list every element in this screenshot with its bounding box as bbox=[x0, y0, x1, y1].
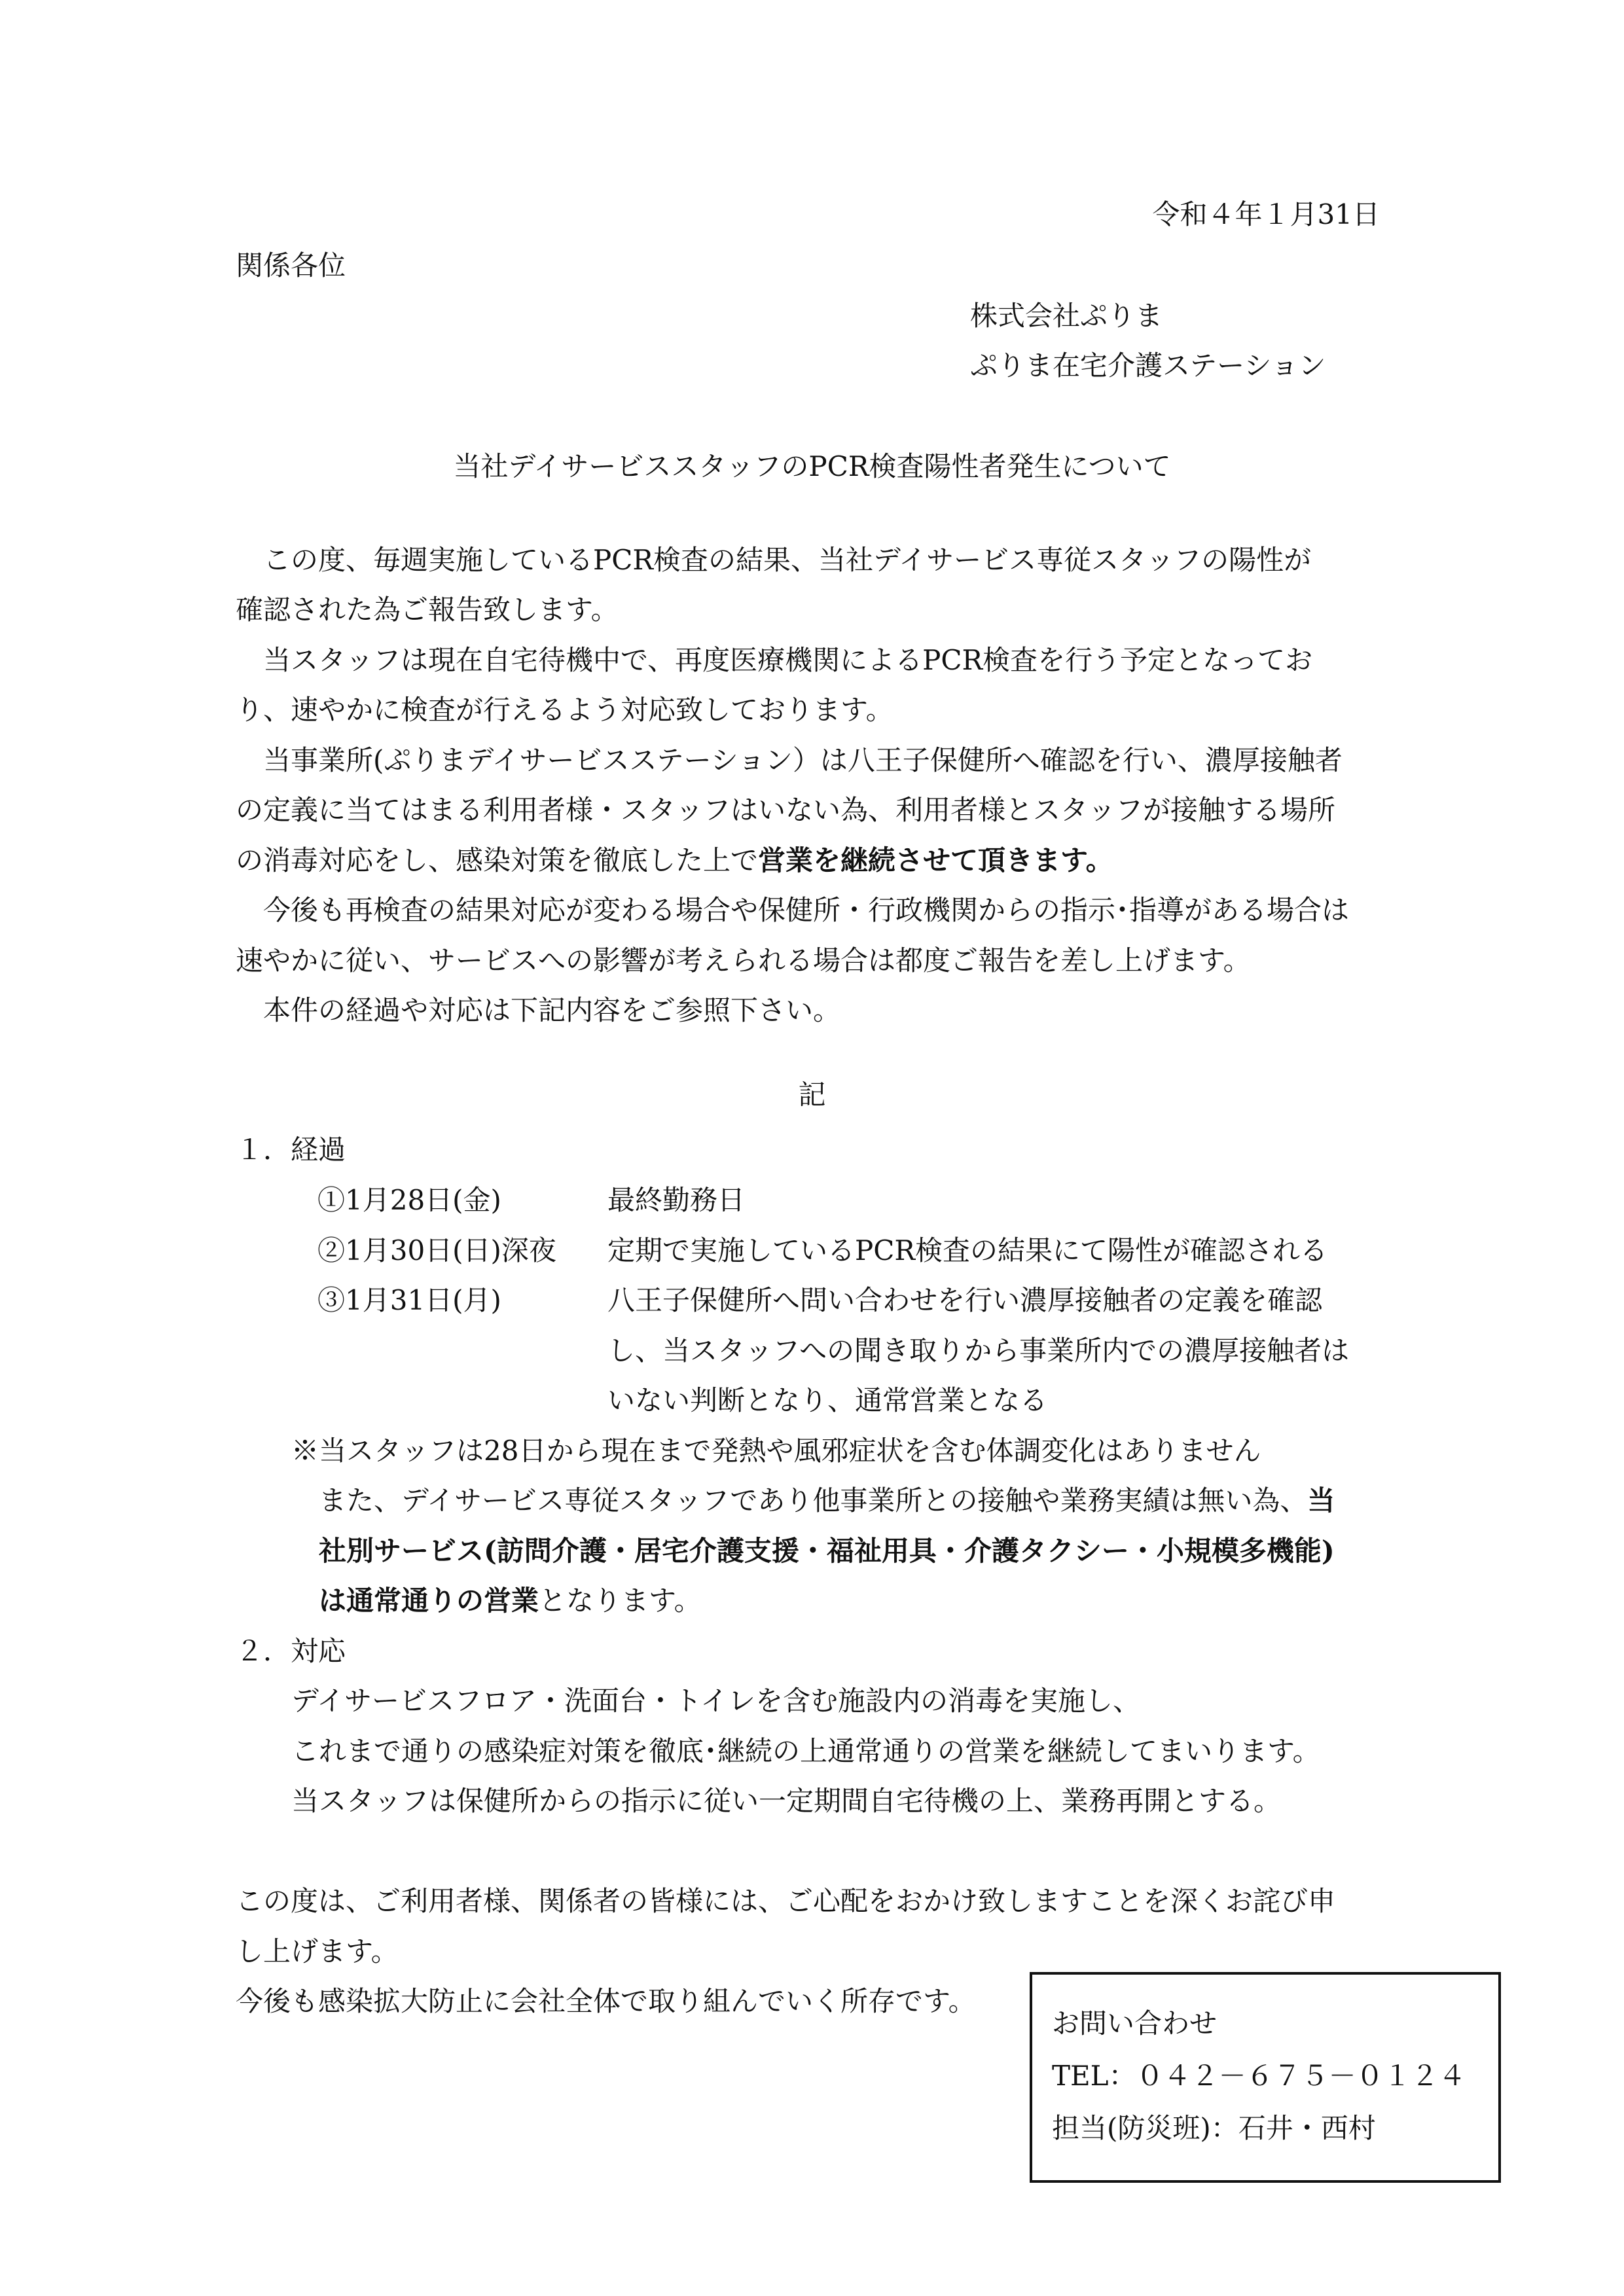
addressee: 関係各位 bbox=[236, 249, 346, 281]
response-line: 当スタッフは保健所からの指示に従い一定期間自宅待機の上、業務再開とする。 bbox=[291, 1785, 1282, 1817]
note-line: ※当スタッフは28日から現在まで発熱や風邪症状を含む体調変化はありません bbox=[291, 1435, 1261, 1467]
contact-tel: TEL：０４２－６７５－０１２４ bbox=[1052, 2060, 1466, 2092]
note-line bbox=[319, 1587, 702, 1615]
response-line: これまで通りの感染症対策を徹底･継続の上通常通りの営業を継続してまいります。 bbox=[291, 1735, 1320, 1767]
timeline-text: し、当スタッフへの聞き取りから事業所内での濃厚接触者は bbox=[607, 1335, 1350, 1367]
note-emphasis: 社別サービス(訪問介護・居宅介護支援・福祉用具・介護タクシー・小規模多機能) bbox=[319, 1535, 1335, 1567]
document-date: 令和４年１月31日 bbox=[1152, 198, 1380, 230]
closing-line: 今後も感染拡大防止に会社全体で取り組んでいく所存です。 bbox=[236, 1985, 976, 2017]
timeline-date: ①1月28日(金) bbox=[317, 1184, 501, 1216]
closing-line: この度は、ご利用者様、関係者の皆様には、ご心配をおかけ致しますことを深くお詫び申 bbox=[236, 1885, 1336, 1917]
note-text: また、デイサービス専従スタッフであり他事業所との接触や業務実績は無い為、 bbox=[319, 1484, 1308, 1516]
contact-person: 担当(防災班)：石井・西村 bbox=[1052, 2112, 1376, 2144]
sender-station: ぷりま在宅介護ステーション bbox=[970, 350, 1326, 382]
note-text: となります。 bbox=[539, 1585, 702, 1617]
paragraph-line: 当スタッフは現在自宅待機中で、再度医療機関によるPCR検査を行う予定となってお bbox=[263, 644, 1313, 676]
paragraph-line: り、速やかに検査が行えるよう対応致しております。 bbox=[236, 694, 893, 726]
timeline-date: ③1月31日(月) bbox=[317, 1284, 501, 1316]
paragraph-text: の消毒対応をし、感染対策を徹底した上で bbox=[236, 844, 759, 876]
note-emphasis: 当 bbox=[1307, 1484, 1335, 1516]
timeline-text: 定期で実施しているPCR検査の結果にて陽性が確認される bbox=[607, 1234, 1328, 1266]
timeline-text: 最終勤務日 bbox=[607, 1184, 746, 1216]
timeline-text: いない判断となり、通常営業となる bbox=[607, 1384, 1048, 1416]
paragraph-line: 当事業所(ぷりまデイサービスステーション）は八王子保健所へ確認を行い、濃厚接触者 bbox=[263, 744, 1343, 776]
contact-box bbox=[1030, 1972, 1501, 2183]
paragraph-line: この度、毎週実施しているPCR検査の結果、当社デイサービス専従スタッフの陽性が bbox=[263, 544, 1312, 576]
contact-heading: お問い合わせ bbox=[1052, 2007, 1218, 2039]
closing-line: し上げます。 bbox=[236, 1935, 399, 1967]
paragraph-line: 今後も再検査の結果対応が変わる場合や保健所・行政機関からの指示･指導がある場合は bbox=[263, 894, 1350, 926]
document-title: 当社デイサービススタッフのPCR検査陽性者発生について bbox=[453, 450, 1171, 482]
section-heading-progress: １．経過 bbox=[236, 1134, 346, 1166]
timeline-text: 八王子保健所へ問い合わせを行い濃厚接触者の定義を確認 bbox=[607, 1284, 1323, 1316]
emphasis-text: 営業を継続させて頂きます。 bbox=[758, 844, 1113, 876]
paragraph-line: 速やかに従い、サービスへの影響が考えられる場合は都度ご報告を差し上げます。 bbox=[236, 944, 1251, 977]
note-emphasis: は通常通りの営業 bbox=[319, 1585, 539, 1617]
paragraph-line: 確認された為ご報告致します。 bbox=[236, 594, 619, 626]
paragraph-line: の定義に当てはまる利用者様・スタッフはいない為、利用者様とスタッフが接触する場所 bbox=[236, 794, 1336, 826]
sender-company: 株式会社ぷりま bbox=[970, 300, 1163, 332]
response-line: デイサービスフロア・洗面台・トイレを含む施設内の消毒を実施し、 bbox=[291, 1685, 1140, 1717]
paragraph-line: 本件の経過や対応は下記内容をご参照下さい。 bbox=[263, 994, 841, 1026]
timeline-date: ②1月30日(日)深夜 bbox=[317, 1234, 556, 1266]
note-line bbox=[319, 1484, 1335, 1516]
section-heading-response: ２．対応 bbox=[236, 1635, 346, 1667]
ki-heading: 記 bbox=[798, 1079, 826, 1111]
paragraph-line bbox=[236, 844, 1113, 876]
